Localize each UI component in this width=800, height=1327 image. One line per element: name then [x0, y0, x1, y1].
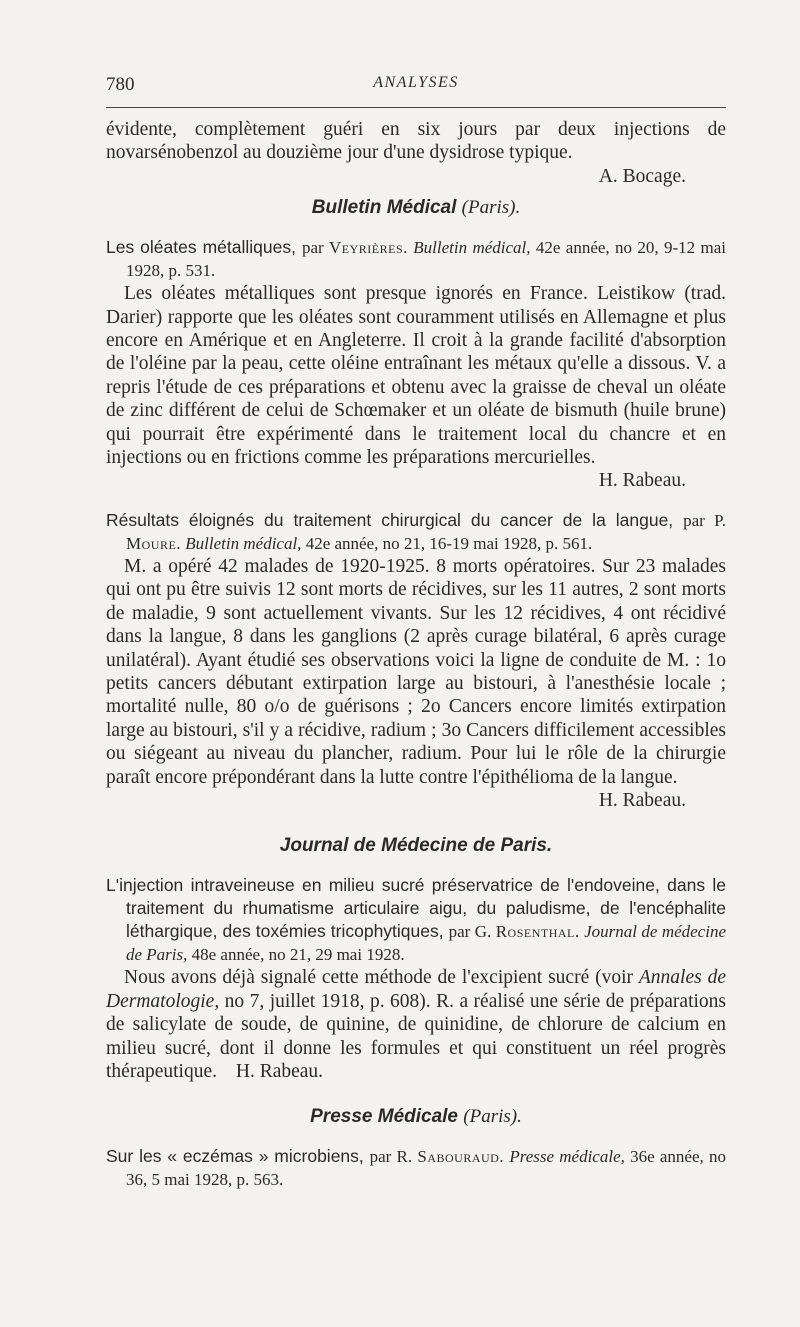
- signature-rabeau-2: H. Rabeau.: [598, 789, 686, 811]
- journal-title-presse: Presse Médicale (Paris).: [310, 1106, 522, 1128]
- signature-bocage: A. Bocage.: [598, 165, 686, 187]
- journal-title-journal-medecine: Journal de Médecine de Paris.: [279, 835, 553, 857]
- article-heading-oleates: Les oléates métalliques, par Veyrières. Bulletin médical, 42e année, no 20, 9-12 mai 1928, p. 531.: [106, 237, 726, 281]
- journal-title-bulletin: Bulletin Médical (Paris).: [311, 197, 521, 219]
- continued-paragraph: évidente, complètement guéri en six jours par deux injections de novarsénobenzol au douzième jour d'une dysidrose typique.: [106, 119, 726, 164]
- article-heading-cancer: Résultats éloignés du traitement chirurgical du cancer de la langue, par P. Moure. Bulletin médical, 42e année, no 21, 16-19 mai 1928, p. 561.: [106, 509, 726, 553]
- page-body: [106, 118, 726, 1191]
- running-title: ANALYSES: [373, 74, 459, 91]
- signature-rabeau-1: H. Rabeau.: [598, 470, 686, 492]
- header-rule: [106, 107, 726, 108]
- article-heading-injection: L'injection intraveineuse en milieu sucré préservatrice de l'endoveine, dans le traitement du rhumatisme articulaire aigu, du paludisme, de l'encéphalite léthargique, des toxémies tricophytiques, par G. Rosenthal. Journal de médecine de Paris, 48e année, no 21, 29 mai 1928.: [106, 875, 727, 965]
- page-number: 780: [106, 74, 135, 95]
- article-body-injection: Nous avons déjà signalé cette méthode de l'excipient sucré (voir Annales de Dermatologie, no 7, juillet 1918, p. 608). R. a réalisé une série de préparations de salicylate de soude, de quinine, de quinidine, de chlorure de calcium en milieu sucré, dont il donne les formules et qui constituent un réel progrès thérapeutique. H. Rabeau.: [106, 967, 726, 1082]
- page-header: [106, 74, 726, 100]
- article-body-oleates: Les oléates métalliques sont presque ignorés en France. Leistikow (trad. Darier) rapporte que les oléates sont couramment utilisés en Allemagne et plus encore en Amérique et en Angleterre. Il croit à la grande facilité d'absorption de l'oléine par la peau, cette oléine entraînant les métaux qu'elle a dissous. V. a repris l'étude de ces préparations et obtenu avec la graisse de cheval un oléate de zinc différent de celui de Schœmaker et un oléate de bismuth (huile brune) qui pourrait être expérimenté dans le traitement local du chancre et en injections ou en frictions comme les préparations mercurielles.: [106, 283, 726, 469]
- article-heading-eczemas: Sur les « eczémas » microbiens, par R. Sabouraud. Presse médicale, 36e année, no 36, 5 mai 1928, p. 563.: [106, 1146, 726, 1190]
- article-body-cancer: M. a opéré 42 malades de 1920-1925. 8 morts opératoires. Sur 23 malades qui ont pu être suivis 12 sont morts de récidives, sur les 11 autres, 2 sont morts de maladie, 9 sont actuellement vivants. Sur les 12 récidives, 4 ont récidivé dans la langue, 8 dans les ganglions (2 après curage bilatéral, 6 après curage unilatéral). Ayant étudié ses observations voici la ligne de conduite de M. : 1o petits cancers débutant extirpation large au bistouri, à l'anesthésie locale ; mortalité nulle, 80 o/o de guérisons ; 2o Cancers encore limités extirpation large au bistouri, s'il y a récidive, radium ; 3o Cancers difficilement accessibles ou siégeant au niveau du plancher, radium. Pour lui le rôle de la chirurgie paraît encore prépondérant dans la lutte contre l'épithélioma de la langue.: [106, 555, 726, 788]
